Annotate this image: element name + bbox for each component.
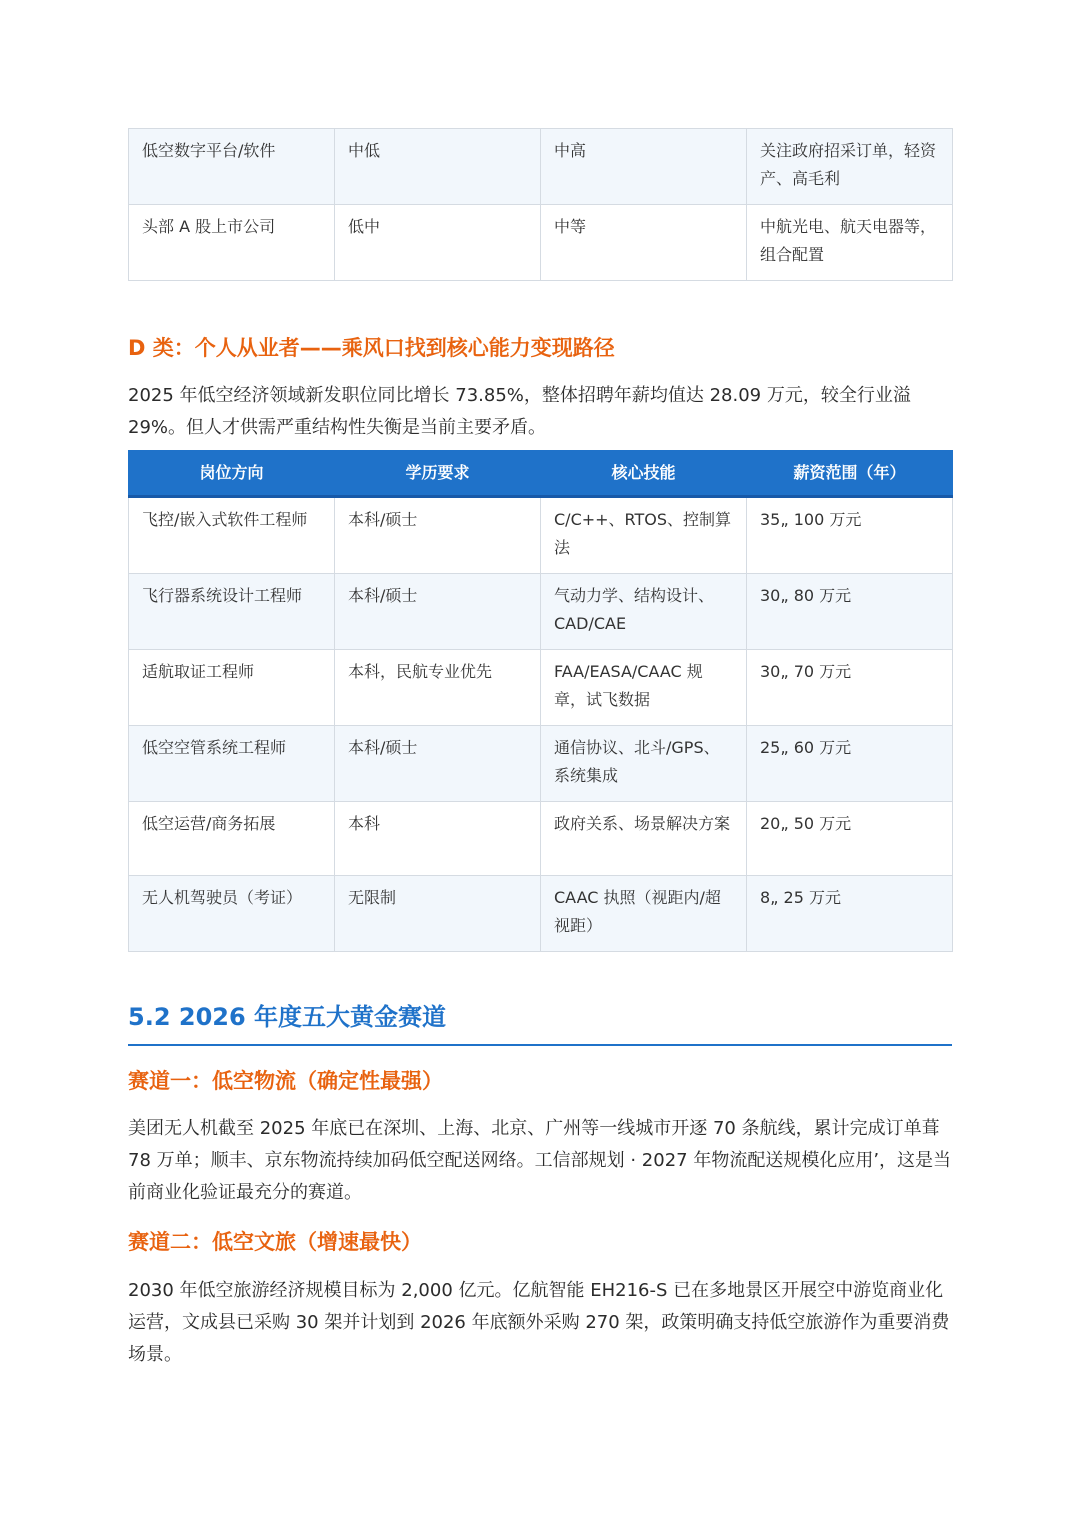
track-2-paragraph: 2030 年低空旅游经济规模目标为 2,000 亿元。亿航智能 EH216-S 已在多地景区开展空中游览商业化运营，文成县已采购 30 架并计划到 2026 年底额外采购 270 架，政策明确支持低空旅游作为重要消费场景。 xyxy=(128,1280,950,1365)
table-cell: 低中 xyxy=(335,205,541,281)
table-cell: 低空空管系统工程师 xyxy=(129,726,335,802)
section-divider xyxy=(128,1044,952,1046)
column-header: 学历要求 xyxy=(335,451,541,497)
track-1-paragraph: 美团无人机截至 2025 年底已在深圳、上海、北京、广州等一线城市开逐 70 条航线，累计完成订单葺 78 万单；顺丰、京东物流持续加码低空配送网络。工信部规划 · 2027 年物流配送规模化应用’，这是当前商业化验证最充分的赛道。 xyxy=(128,1118,952,1203)
table-cell: 政府关系、场景解决方案 xyxy=(541,802,747,876)
table-cell: 30„ 80 万元 xyxy=(747,574,953,650)
table-row xyxy=(129,876,953,952)
table-cell: 适航取证工程师 xyxy=(129,650,335,726)
table-cell: 头部 A 股上市公司 xyxy=(129,205,335,281)
table-cell: 中航光电、航天电器等，组合配置 xyxy=(747,205,953,281)
table-row xyxy=(129,574,953,650)
sector-table xyxy=(128,128,953,281)
table-cell: 30„ 70 万元 xyxy=(747,650,953,726)
table-cell: CAAC 执照（视距内/超视距） xyxy=(541,876,747,952)
table-cell: 本科/硕士 xyxy=(335,497,541,574)
table-cell: 本科/硕士 xyxy=(335,726,541,802)
table-cell: 气动力学、结构设计、CAD/CAE xyxy=(541,574,747,650)
table-cell: 中低 xyxy=(335,129,541,205)
table-cell: 飞行器系统设计工程师 xyxy=(129,574,335,650)
column-header: 核心技能 xyxy=(541,451,747,497)
table-cell: 20„ 50 万元 xyxy=(747,802,953,876)
table-row xyxy=(129,205,953,281)
table-cell: 25„ 60 万元 xyxy=(747,726,953,802)
table-cell: 中等 xyxy=(541,205,747,281)
table-cell: 本科/硕士 xyxy=(335,574,541,650)
column-header: 岗位方向 xyxy=(129,451,335,497)
table-row xyxy=(129,650,953,726)
table-header-row xyxy=(129,451,953,497)
table-cell: 本科 xyxy=(335,802,541,876)
section-d-paragraph: 2025 年低空经济领域新发职位同比增长 73.85%，整体招聘年薪均值达 28.09 万元，较全行业溢 29%。但人才供需严重结构性失衡是当前主要矛盾。 xyxy=(128,385,911,438)
table-cell: 无人机驾驶员（考证） xyxy=(129,876,335,952)
track-2-heading: 赛道二：低空文旅（增速最快） xyxy=(128,1230,422,1254)
column-header: 薪资范围（年） xyxy=(747,451,953,497)
section-d-heading: D 类：个人从业者——乘风口找到核心能力变现路径 xyxy=(128,336,615,360)
table-cell: 飞控/嵌入式软件工程师 xyxy=(129,497,335,574)
table-cell: 本科，民航专业优先 xyxy=(335,650,541,726)
table-row xyxy=(129,129,953,205)
table-cell: 无限制 xyxy=(335,876,541,952)
section-5-2-heading: 5.2 2026 年度五大黄金赛道 xyxy=(128,1003,447,1031)
table-cell: 关注政府招采订单，轻资产、高毛利 xyxy=(747,129,953,205)
table-cell: FAA/EASA/CAAC 规章，试飞数据 xyxy=(541,650,747,726)
table-cell: 中高 xyxy=(541,129,747,205)
table-cell: 低空数字平台/软件 xyxy=(129,129,335,205)
table-row xyxy=(129,497,953,574)
table-cell: 低空运营/商务拓展 xyxy=(129,802,335,876)
table-cell: 通信协议、北斗/GPS、系统集成 xyxy=(541,726,747,802)
track-1-heading: 赛道一：低空物流（确定性最强） xyxy=(128,1069,443,1093)
table-row xyxy=(129,726,953,802)
table-cell: 8„ 25 万元 xyxy=(747,876,953,952)
table-cell: 35„ 100 万元 xyxy=(747,497,953,574)
table-cell: C/C++、RTOS、控制算法 xyxy=(541,497,747,574)
table-row xyxy=(129,802,953,876)
talent-table xyxy=(128,450,953,952)
